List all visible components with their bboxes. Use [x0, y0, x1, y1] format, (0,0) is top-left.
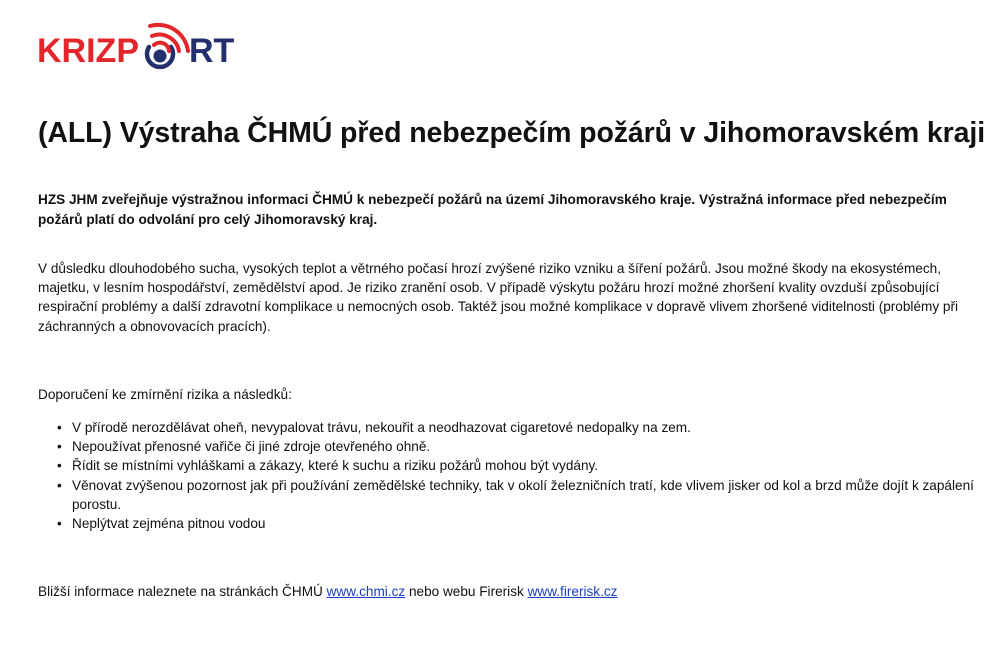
logo-text-right: RT [189, 32, 235, 70]
footer-middle: nebo webu Firerisk [405, 584, 528, 599]
list-item: • Neplýtvat zejména pitnou vodou [38, 514, 988, 533]
footer-prefix: Bližší informace naleznete na stránkách ČHMÚ [38, 584, 327, 599]
logo-text-left: KRIZP [37, 32, 139, 70]
list-item: • Věnovat zvýšenou pozornost jak při používání zemědělské techniky, tak v okolí železničních tratí, kde vlivem jisker od kol a brzd může dojít k zapálení porostu. [38, 476, 988, 514]
footer-info [38, 582, 617, 601]
body-paragraph: V důsledku dlouhodobého sucha, vysokých teplot a větrného počasí hrozí zvýšené riziko vzniku a šíření požárů. Jsou možné škody na ekosystémech, majetku, v lesním hospodářství, zemědělství apod. Je riziko zranění osob. V případě výskytu požáru hrozí možné zhoršení kvality ovzduší způsobující respirační problémy a další zdravotní komplikace u nemocných osob. Taktéž jsou možné komplikace v dopravě vlivem zhoršené viditelnosti (problémy při záchranných a obnovovacích pracích). [38, 261, 959, 334]
list-item: • Nepoužívat přenosné vařiče či jiné zdroje otevřeného ohně. [38, 437, 988, 456]
firerisk-link[interactable]: www.firerisk.cz [527, 584, 618, 599]
lead-paragraph: HZS JHM zveřejňuje výstražnou informaci ČHMÚ k nebezpečí požárů na území Jihomoravského kraje. Výstražná informace před nebezpečím požárů platí do odvolání pro celý Jihomoravský kraj. [38, 192, 947, 227]
krizport-logo [36, 14, 246, 82]
recommendations-list [38, 418, 988, 533]
chmi-link[interactable]: www.chmi.cz [326, 584, 406, 599]
signal-broadcast-icon [147, 25, 188, 67]
list-item: • Řídit se místními vyhláškami a zákazy, které k suchu a riziku požárů mohou být vydány. [38, 456, 988, 475]
recommendations-heading: Doporučení ke zmírnění rizika a následků: [38, 387, 292, 402]
page-title: (ALL) Výstraha ČHMÚ před nebezpečím požárů v Jihomoravském kraji [38, 117, 986, 149]
list-item: • V přírodě nerozdělávat oheň, nevypalovat trávu, nekouřit a neodhazovat cigaretové nedopalky na zem. [38, 418, 988, 437]
